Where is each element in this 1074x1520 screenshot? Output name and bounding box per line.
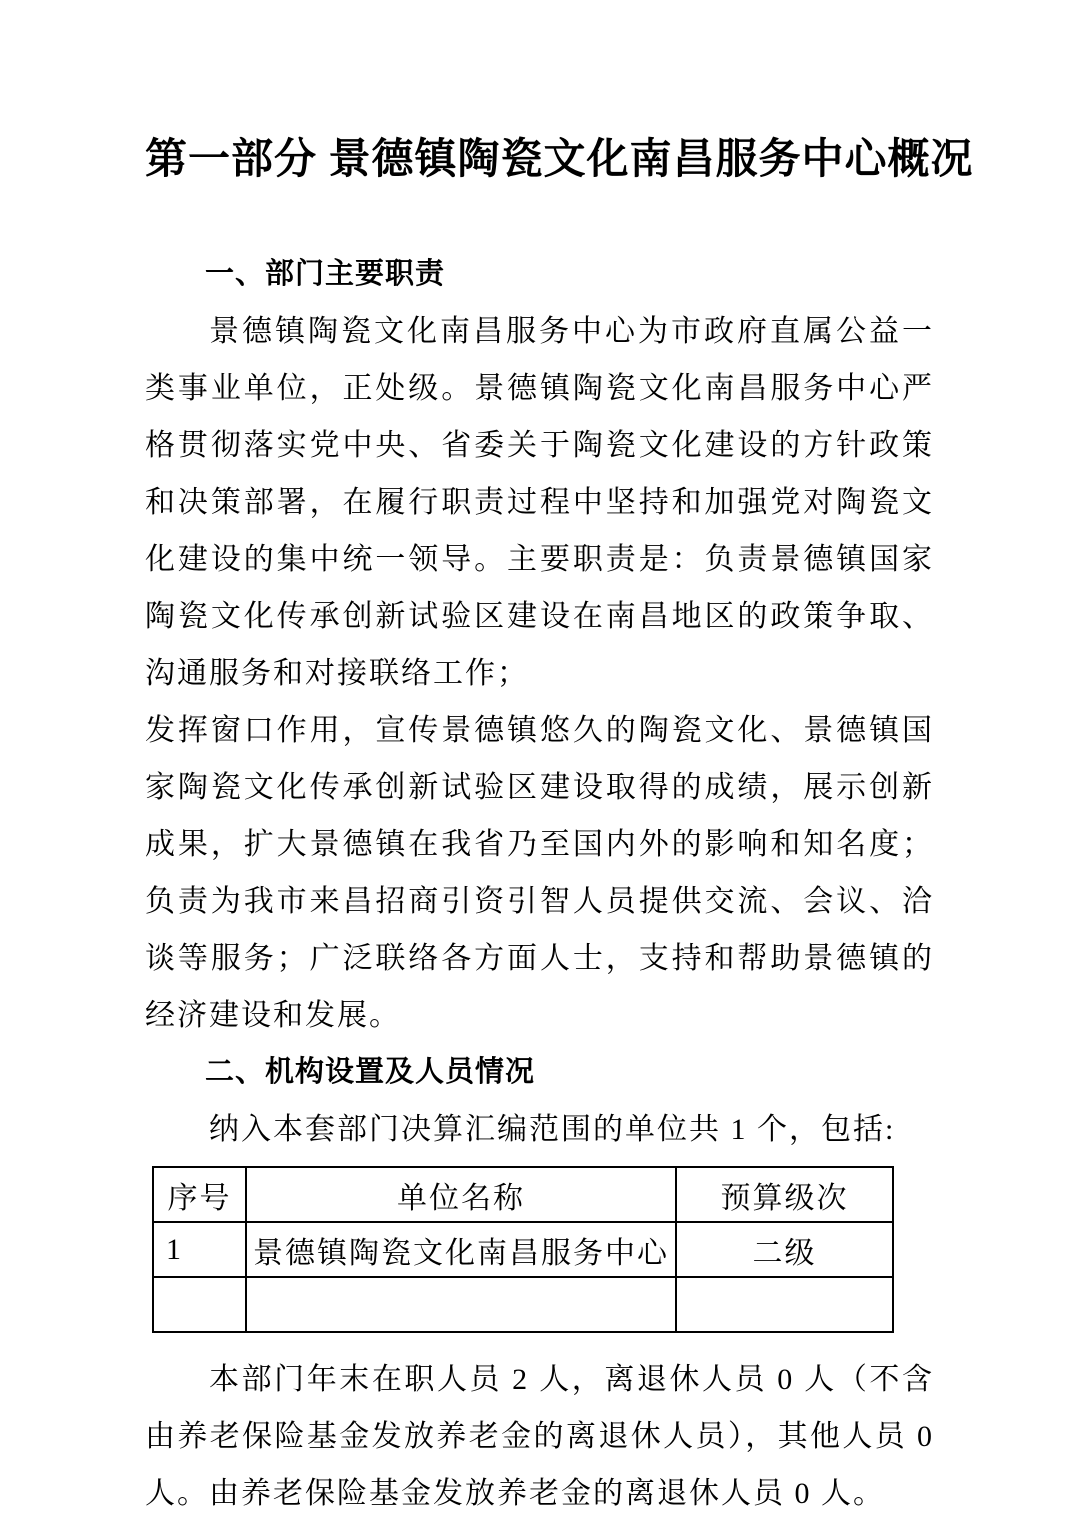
paragraph-duties-2: 发挥窗口作用，宣传景德镇悠久的陶瓷文化、景德镇国家陶瓷文化传承创新试验区建设取得的成绩，展示创新成果，扩大景德镇在我省乃至国内外的影响和知名度；负责为我市来昌招商引资引智人员提供交流、会议、洽谈等服务；广泛联络各方面人士，支持和帮助景德镇的经济建设和发展。: [145, 714, 934, 1032]
empty-budget-level-cell: [676, 1277, 893, 1332]
paragraph-staffing: 本部门年末在职人员 2 人，离退休人员 0 人（不含由养老保险基金发放养老金的离退休人员），其他人员 0 人。由养老保险基金发放养老金的离退休人员 0 人。: [145, 1363, 934, 1510]
empty-index-cell: [153, 1277, 246, 1332]
paragraph-units-intro: 纳入本套部门决算汇编范围的单位共 1 个，包括:: [209, 1113, 896, 1146]
units-table-header-level: 预算级次: [676, 1167, 893, 1222]
units-table-header-name: 单位名称: [246, 1167, 676, 1222]
units-table-row-1: [153, 1222, 893, 1277]
section-heading-duties: 一、部门主要职责: [205, 258, 446, 290]
units-table: [152, 1166, 894, 1333]
unit-index-cell: 1: [153, 1222, 246, 1277]
section-heading-organization: 二、机构设置及人员情况: [205, 1056, 536, 1088]
paragraph-duties-1: 景德镇陶瓷文化南昌服务中心为市政府直属公益一类事业单位，正处级。景德镇陶瓷文化南昌服务中心严格贯彻落实党中央、省委关于陶瓷文化建设的方针政策和决策部署，在履行职责过程中坚持和加强党对陶瓷文化建设的集中统一领导。主要职责是：负责景德镇国家陶瓷文化传承创新试验区建设在南昌地区的政策争取、沟通服务和对接联络工作；: [145, 315, 934, 690]
empty-name-cell: [246, 1277, 676, 1332]
unit-budget-level-cell: 二级: [676, 1222, 893, 1277]
document-title: 第一部分 景德镇陶瓷文化南昌服务中心概况: [145, 137, 974, 183]
units-table-header-index: 序号: [153, 1167, 246, 1222]
unit-name-cell: 景德镇陶瓷文化南昌服务中心: [246, 1222, 676, 1277]
units-table-header-row: [153, 1167, 893, 1222]
units-table-row-empty: [153, 1277, 893, 1332]
